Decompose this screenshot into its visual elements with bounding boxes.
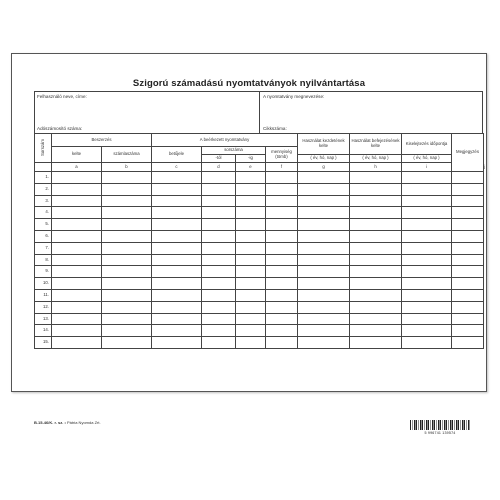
row-number: 10. xyxy=(35,278,52,290)
form-name-label: A nyomtatvány megnevezése: xyxy=(263,94,325,99)
entry-cell[interactable] xyxy=(266,183,298,195)
entry-cell[interactable] xyxy=(102,183,152,195)
entry-cell[interactable] xyxy=(102,172,152,184)
table-row xyxy=(35,207,484,219)
entry-cell[interactable] xyxy=(102,289,152,301)
entry-cell[interactable] xyxy=(266,278,298,290)
entry-cell[interactable] xyxy=(452,230,484,242)
entry-cell[interactable] xyxy=(266,301,298,313)
entry-cell[interactable] xyxy=(298,207,350,219)
entry-cell[interactable] xyxy=(236,254,266,266)
row-number: 15. xyxy=(35,337,52,349)
entry-cell[interactable] xyxy=(452,207,484,219)
row-number: 9. xyxy=(35,266,52,278)
entry-cell[interactable] xyxy=(236,266,266,278)
entry-cell[interactable] xyxy=(52,172,102,184)
user-name-label: Felhasználó neve, címe: xyxy=(37,94,87,99)
entry-cell[interactable] xyxy=(102,325,152,337)
entry-cell[interactable] xyxy=(52,313,102,325)
entry-cell[interactable] xyxy=(350,313,402,325)
entry-cell[interactable] xyxy=(152,266,202,278)
entry-cell[interactable] xyxy=(52,219,102,231)
entry-cell[interactable] xyxy=(202,289,236,301)
entry-cell[interactable] xyxy=(102,301,152,313)
entry-cell[interactable] xyxy=(402,313,452,325)
entry-cell[interactable] xyxy=(298,337,350,349)
entry-cell[interactable] xyxy=(52,266,102,278)
entry-cell[interactable] xyxy=(402,325,452,337)
entry-cell[interactable] xyxy=(152,172,202,184)
entry-cell[interactable] xyxy=(102,278,152,290)
entry-cell[interactable] xyxy=(102,195,152,207)
entry-cell[interactable] xyxy=(152,254,202,266)
entry-cell[interactable] xyxy=(402,266,452,278)
entry-cell[interactable] xyxy=(236,242,266,254)
letter-cell: b xyxy=(102,163,152,172)
letter-cell: i xyxy=(402,163,452,172)
table-row xyxy=(35,242,484,254)
form-title: Szigorú számadású nyomtatványok nyilvántartása xyxy=(132,78,366,89)
entry-cell[interactable] xyxy=(402,207,452,219)
entry-cell[interactable] xyxy=(202,172,236,184)
entry-cell[interactable] xyxy=(350,219,402,231)
row-number: 3. xyxy=(35,195,52,207)
entry-cell[interactable] xyxy=(452,325,484,337)
table-row xyxy=(35,278,484,290)
entry-cell[interactable] xyxy=(236,172,266,184)
entry-cell[interactable] xyxy=(350,172,402,184)
form-sheet xyxy=(11,53,487,435)
entry-cell[interactable] xyxy=(402,183,452,195)
entry-cell[interactable] xyxy=(298,254,350,266)
col-header-sorszama: sorszáma xyxy=(202,147,266,155)
entry-cell[interactable] xyxy=(452,219,484,231)
col-header-mennyiseg: mennyiség (tömb) xyxy=(266,147,298,163)
entry-cell[interactable] xyxy=(298,219,350,231)
col-header-kelte: kelte xyxy=(52,147,102,163)
entry-cell[interactable] xyxy=(266,230,298,242)
table-row xyxy=(35,266,484,278)
entry-cell[interactable] xyxy=(350,266,402,278)
entry-cell[interactable] xyxy=(102,219,152,231)
entry-cell[interactable] xyxy=(152,313,202,325)
entry-cell[interactable] xyxy=(52,254,102,266)
entry-cell[interactable] xyxy=(350,325,402,337)
row-number: 7. xyxy=(35,242,52,254)
entry-cell[interactable] xyxy=(452,254,484,266)
entry-cell[interactable] xyxy=(202,219,236,231)
entry-cell[interactable] xyxy=(202,195,236,207)
entry-cell[interactable] xyxy=(102,254,152,266)
header-fields xyxy=(34,91,483,133)
entry-cell[interactable] xyxy=(402,172,452,184)
table-row xyxy=(35,172,484,184)
col-header-evhonap-3: ( év, hó, nap ) xyxy=(402,155,452,163)
entry-cell[interactable] xyxy=(350,337,402,349)
entry-cell[interactable] xyxy=(452,266,484,278)
entry-cell[interactable] xyxy=(402,301,452,313)
entry-cell[interactable] xyxy=(350,207,402,219)
entry-cell[interactable] xyxy=(52,337,102,349)
entry-cell[interactable] xyxy=(152,289,202,301)
letter-cell-blank xyxy=(35,163,52,172)
letter-cell: a xyxy=(52,163,102,172)
entry-cell[interactable] xyxy=(52,195,102,207)
entry-cell[interactable] xyxy=(298,266,350,278)
entry-cell[interactable] xyxy=(298,325,350,337)
letter-cell: h xyxy=(350,163,402,172)
entry-cell[interactable] xyxy=(402,242,452,254)
form-code xyxy=(34,420,101,425)
row-number: 12. xyxy=(35,301,52,313)
row-number: 2. xyxy=(35,183,52,195)
entry-cell[interactable] xyxy=(152,337,202,349)
item-number-label: Cikkszáma: xyxy=(263,126,287,131)
entry-cell[interactable] xyxy=(266,289,298,301)
entry-cell[interactable] xyxy=(452,337,484,349)
entry-cell[interactable] xyxy=(266,254,298,266)
entry-cell[interactable] xyxy=(236,325,266,337)
entry-cell[interactable] xyxy=(266,313,298,325)
entry-cell[interactable] xyxy=(102,337,152,349)
letter-cell: f xyxy=(266,163,298,172)
register-table: Sorszám Beszerzés A beérkezett nyomtatvány Használat kezdetének kelte Használat befejezésének kelte Kiselejtezés időpontja Megjegyzés kelte számlaszáma betűjele sorszáma mennyiség (tömb) -tól -ig ( év, hó, nap ) ( év, hó, nap ) ( év, hó, nap ) a b c d e f g h i j 1. 2. 3. 4. 5. 6. 7. 8. 9. 10. 11. 12. 13. 14. 15. xyxy=(34,133,484,349)
barcode xyxy=(410,420,470,430)
col-header-tol: -tól xyxy=(202,155,236,163)
row-number: 6. xyxy=(35,230,52,242)
entry-cell[interactable] xyxy=(152,195,202,207)
col-header-haszn-kezd: Használat kezdetének kelte xyxy=(298,134,350,155)
entry-cell[interactable] xyxy=(102,207,152,219)
row-number: 8. xyxy=(35,254,52,266)
entry-cell[interactable] xyxy=(152,242,202,254)
entry-cell[interactable] xyxy=(236,337,266,349)
col-header-beszerzes: Beszerzés xyxy=(52,134,152,147)
entry-cell[interactable] xyxy=(266,242,298,254)
entry-cell[interactable] xyxy=(452,301,484,313)
entry-cell[interactable] xyxy=(298,313,350,325)
entry-cell[interactable] xyxy=(452,195,484,207)
barcode-digits: 5 996741 139574 xyxy=(424,431,456,435)
table-row xyxy=(35,301,484,313)
entry-cell[interactable] xyxy=(452,289,484,301)
entry-cell[interactable] xyxy=(298,278,350,290)
col-header-beerkezett: A beérkezett nyomtatvány xyxy=(152,134,298,147)
entry-cell[interactable] xyxy=(298,289,350,301)
entry-cell[interactable] xyxy=(298,172,350,184)
entry-cell[interactable] xyxy=(202,325,236,337)
entry-cell[interactable] xyxy=(298,230,350,242)
entry-cell[interactable] xyxy=(102,230,152,242)
col-header-betujele: betűjele xyxy=(152,147,202,163)
entry-cell[interactable] xyxy=(350,278,402,290)
entry-cell[interactable] xyxy=(350,254,402,266)
entry-cell[interactable] xyxy=(202,242,236,254)
entry-cell[interactable] xyxy=(52,230,102,242)
entry-cell[interactable] xyxy=(452,278,484,290)
entry-cell[interactable] xyxy=(236,301,266,313)
entry-cell[interactable] xyxy=(236,183,266,195)
entry-cell[interactable] xyxy=(236,219,266,231)
col-header-szamlaszama: számlaszáma xyxy=(102,147,152,163)
entry-cell[interactable] xyxy=(202,313,236,325)
table-row xyxy=(35,289,484,301)
entry-cell[interactable] xyxy=(266,266,298,278)
row-number: 13. xyxy=(35,313,52,325)
entry-cell[interactable] xyxy=(402,254,452,266)
entry-cell[interactable] xyxy=(402,195,452,207)
entry-cell[interactable] xyxy=(202,337,236,349)
header-divider xyxy=(259,92,260,133)
entry-cell[interactable] xyxy=(236,278,266,290)
entry-cell[interactable] xyxy=(52,183,102,195)
table-row xyxy=(35,337,484,349)
entry-cell[interactable] xyxy=(266,195,298,207)
entry-cell[interactable] xyxy=(298,242,350,254)
entry-cell[interactable] xyxy=(152,325,202,337)
col-header-sorszam: Sorszám xyxy=(35,134,52,163)
entry-cell[interactable] xyxy=(236,195,266,207)
col-header-evhonap-1: ( év, hó, nap ) xyxy=(298,155,350,163)
entry-cell[interactable] xyxy=(152,219,202,231)
row-number: 5. xyxy=(35,219,52,231)
entry-cell[interactable] xyxy=(452,172,484,184)
entry-cell[interactable] xyxy=(236,289,266,301)
entry-cell[interactable] xyxy=(52,301,102,313)
entry-cell[interactable] xyxy=(202,230,236,242)
entry-cell[interactable] xyxy=(402,289,452,301)
entry-cell[interactable] xyxy=(350,242,402,254)
entry-cell[interactable] xyxy=(52,278,102,290)
entry-cell[interactable] xyxy=(52,242,102,254)
table-row xyxy=(35,313,484,325)
table-row xyxy=(35,254,484,266)
entry-cell[interactable] xyxy=(402,278,452,290)
entry-cell[interactable] xyxy=(266,325,298,337)
entry-cell[interactable] xyxy=(350,289,402,301)
entry-cell[interactable] xyxy=(266,172,298,184)
row-number: 4. xyxy=(35,207,52,219)
letter-cell: d xyxy=(202,163,236,172)
letter-cell: g xyxy=(298,163,350,172)
entry-cell[interactable] xyxy=(402,219,452,231)
table-body xyxy=(35,172,484,349)
entry-cell[interactable] xyxy=(236,230,266,242)
entry-cell[interactable] xyxy=(266,337,298,349)
row-number: 11. xyxy=(35,289,52,301)
entry-cell[interactable] xyxy=(202,301,236,313)
entry-cell[interactable] xyxy=(52,325,102,337)
seller-number-label: Adószámosító száma: xyxy=(37,126,83,131)
entry-cell[interactable] xyxy=(236,207,266,219)
entry-cell[interactable] xyxy=(266,219,298,231)
entry-cell[interactable] xyxy=(350,183,402,195)
entry-cell[interactable] xyxy=(202,254,236,266)
row-number: 1. xyxy=(35,172,52,184)
col-header-kiselejt: Kiselejtezés időpontja xyxy=(402,134,452,155)
col-header-ig: -ig xyxy=(236,155,266,163)
entry-cell[interactable] xyxy=(298,183,350,195)
entry-cell[interactable] xyxy=(452,183,484,195)
entry-cell[interactable] xyxy=(298,195,350,207)
table-row xyxy=(35,195,484,207)
entry-cell[interactable] xyxy=(350,230,402,242)
entry-cell[interactable] xyxy=(102,266,152,278)
entry-cell[interactable] xyxy=(202,266,236,278)
entry-cell[interactable] xyxy=(402,337,452,349)
publisher-name: • Pátria Nyomda Zrt. xyxy=(64,420,101,425)
entry-cell[interactable] xyxy=(52,289,102,301)
table-row xyxy=(35,325,484,337)
entry-cell[interactable] xyxy=(452,242,484,254)
entry-cell[interactable] xyxy=(266,207,298,219)
entry-cell[interactable] xyxy=(152,207,202,219)
table-row xyxy=(35,230,484,242)
row-number: 14. xyxy=(35,325,52,337)
col-header-megjegyzes: Megjegyzés xyxy=(452,134,484,172)
entry-cell[interactable] xyxy=(202,183,236,195)
table-row xyxy=(35,183,484,195)
entry-cell[interactable] xyxy=(152,278,202,290)
entry-cell[interactable] xyxy=(350,195,402,207)
letter-cell: c xyxy=(152,163,202,172)
col-header-evhonap-2: ( év, hó, nap ) xyxy=(350,155,402,163)
col-header-haszn-bef: Használat befejezésének kelte xyxy=(350,134,402,155)
entry-cell[interactable] xyxy=(202,207,236,219)
letter-cell: e xyxy=(236,163,266,172)
entry-cell[interactable] xyxy=(152,183,202,195)
entry-cell[interactable] xyxy=(152,301,202,313)
entry-cell[interactable] xyxy=(298,301,350,313)
table-row xyxy=(35,219,484,231)
entry-cell[interactable] xyxy=(452,313,484,325)
entry-cell[interactable] xyxy=(350,301,402,313)
entry-cell[interactable] xyxy=(236,313,266,325)
entry-cell[interactable] xyxy=(102,313,152,325)
form-code-number: B.15-46/K. r. sz. xyxy=(34,420,64,425)
entry-cell[interactable] xyxy=(402,230,452,242)
entry-cell[interactable] xyxy=(202,278,236,290)
entry-cell[interactable] xyxy=(52,207,102,219)
entry-cell[interactable] xyxy=(102,242,152,254)
entry-cell[interactable] xyxy=(152,230,202,242)
